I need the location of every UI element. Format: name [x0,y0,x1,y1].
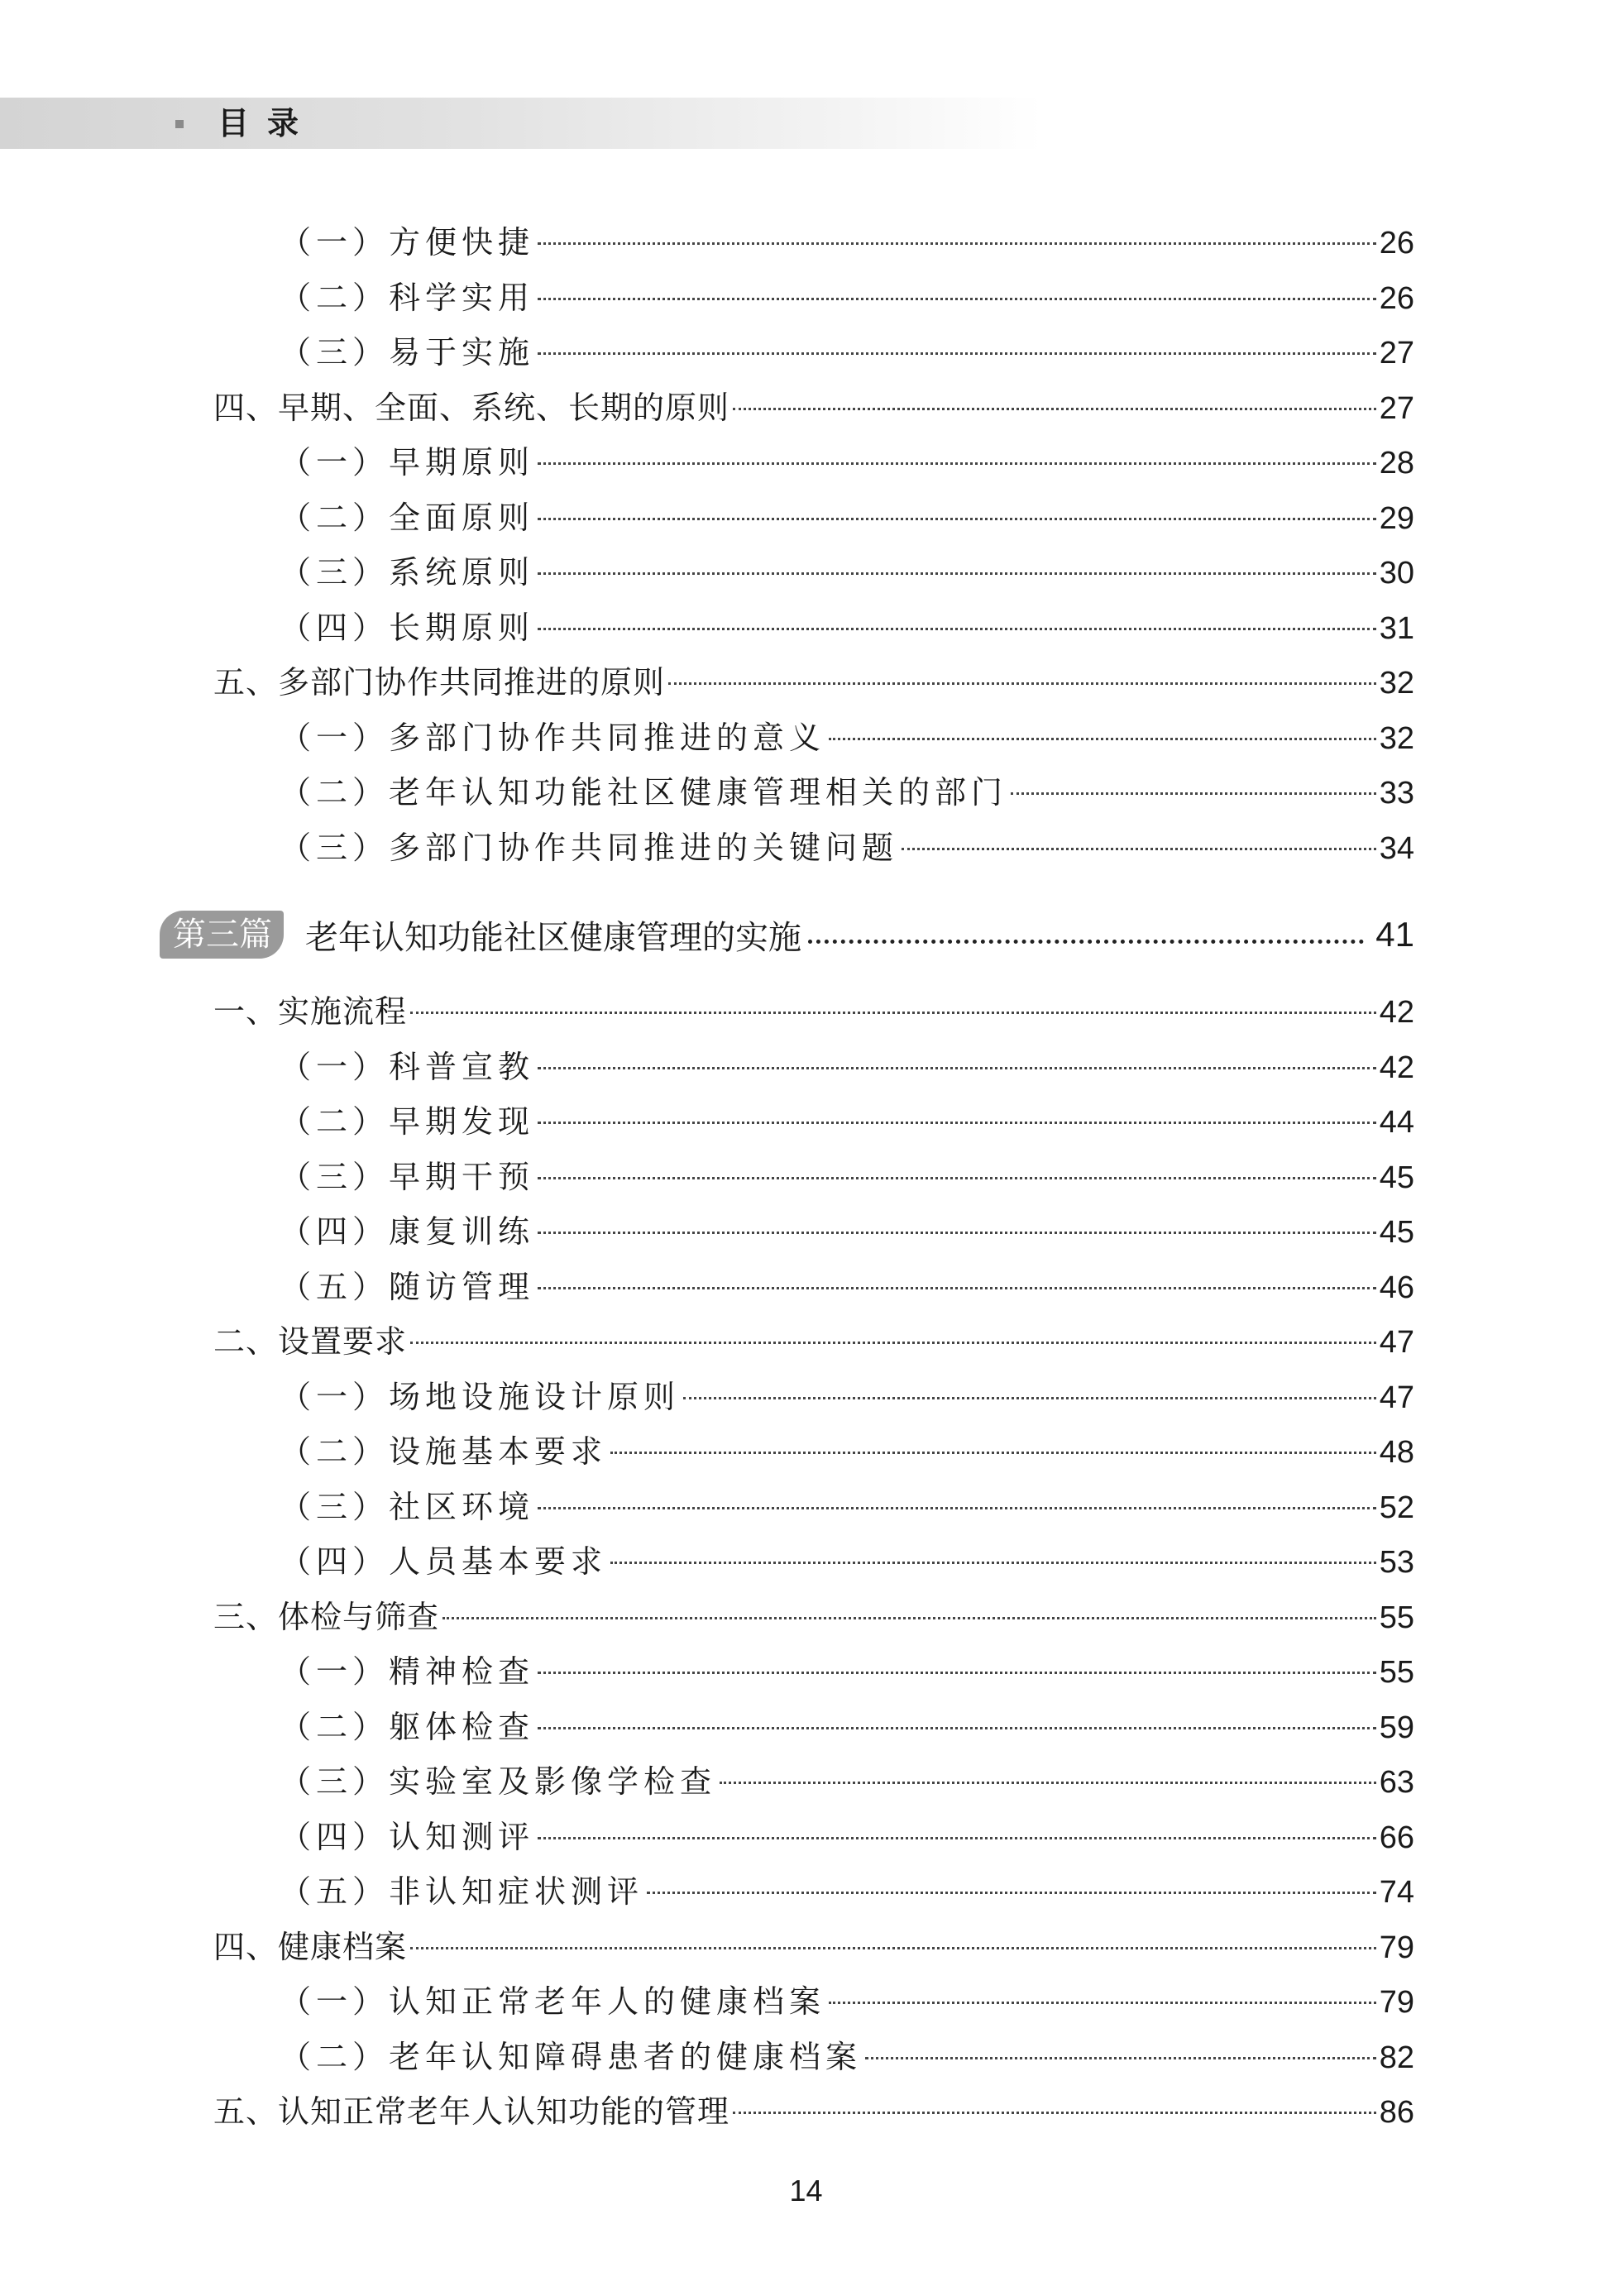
toc-entry-label: （三）多部门协作共同推进的关键问题 [280,829,899,866]
toc-subsection-entry[interactable] [280,552,1414,593]
leader-dots [410,1342,1376,1344]
toc-entry-label: （二）老年认知障碍患者的健康档案 [280,2038,863,2075]
toc-entry-page: 29 [1379,500,1414,536]
toc-entry-label: （一）早期原则 [280,444,535,481]
toc-entry-page: 79 [1379,1930,1414,1965]
toc-entry-label: （三）早期干预 [280,1158,535,1195]
page-number: 14 [789,2174,823,2208]
toc-entry-label: （一）方便快捷 [280,224,535,261]
toc-entry-label: 四、早期、全面、系统、长期的原则 [213,389,730,426]
toc-section-entry[interactable] [213,387,1414,428]
leader-dots [733,2112,1376,2114]
toc-subsection-entry[interactable] [280,827,1414,868]
toc-entry-page: 55 [1379,1655,1414,1690]
leader-dots [538,1837,1376,1839]
toc-entry-page: 66 [1379,1820,1414,1855]
toc-subsection-entry[interactable] [280,277,1414,318]
toc-entry-label: （一）认知正常老年人的健康档案 [280,1983,826,2020]
leader-dots [683,1397,1376,1399]
toc-entry-page: 44 [1379,1105,1414,1140]
toc-entry-label: 一、实施流程 [213,993,408,1030]
toc-entry-page: 46 [1379,1270,1414,1305]
toc-entry-label: 五、认知正常老年人认知功能的管理 [213,2093,730,2130]
toc-subsection-entry[interactable] [280,1871,1414,1912]
toc-entry-page: 47 [1379,1325,1414,1360]
leader-dots [538,1507,1376,1509]
leader-dots [538,628,1376,630]
part-title: 老年认知功能社区健康管理的实施 [305,918,801,957]
toc-entry-page: 47 [1379,1380,1414,1415]
toc-entry-page: 82 [1379,2040,1414,2075]
toc-entry-page: 79 [1379,1985,1414,2020]
toc-subsection-entry[interactable] [280,607,1414,648]
part-page-number: 41 [1375,915,1414,954]
toc-entry-label: （二）科学实用 [280,279,535,316]
toc-entry-page: 52 [1379,1490,1414,1525]
leader-dots [538,242,1376,245]
toc-subsection-entry[interactable] [280,1431,1414,1472]
toc-entry-label: （二）躯体检查 [280,1708,535,1745]
leader-dots [829,738,1376,740]
leader-dots [538,1177,1376,1179]
leader-dots [410,1947,1376,1949]
toc-entry-page: 42 [1379,995,1414,1030]
toc-subsection-entry[interactable] [280,497,1414,538]
toc-entry-label: （二）早期发现 [280,1103,535,1140]
toc-entry-page: 42 [1379,1050,1414,1085]
toc-entry-page: 27 [1379,336,1414,371]
leader-dots [647,1892,1376,1894]
toc-entry-label: （四）认知测评 [280,1818,535,1855]
toc-subsection-entry[interactable] [280,1211,1414,1252]
toc-subsection-entry[interactable] [280,1651,1414,1692]
toc-subsection-entry[interactable] [280,1101,1414,1142]
toc-entry-label: （一）多部门协作共同推进的意义 [280,719,826,756]
toc-section-entry[interactable] [213,1596,1414,1638]
toc-entry-label: 二、设置要求 [213,1323,408,1360]
leader-dots [720,1782,1376,1784]
toc-entry-page: 55 [1379,1600,1414,1635]
toc-entry-label: （三）系统原则 [280,554,535,591]
toc-entry-page: 53 [1379,1545,1414,1580]
toc-subsection-entry[interactable] [280,1816,1414,1858]
toc-subsection-entry[interactable] [280,1266,1414,1308]
toc-entry-label: （二）设施基本要求 [280,1433,608,1470]
leader-dots [538,572,1376,575]
toc-entry-page: 30 [1379,556,1414,591]
toc-section-entry[interactable] [213,991,1414,1032]
toc-entry-page: 28 [1379,446,1414,481]
toc-entry-label: 三、体检与筛查 [213,1598,440,1635]
toc-entry-page: 32 [1379,666,1414,701]
toc-entry-label: （一）精神检查 [280,1653,535,1690]
toc-entry-page: 63 [1379,1765,1414,1800]
toc-entry-label: 五、多部门协作共同推进的原则 [213,664,666,701]
toc-subsection-entry[interactable] [280,1981,1414,2022]
toc-entry-page: 86 [1379,2095,1414,2130]
toc-subsection-entry[interactable] [280,1706,1414,1748]
leader-dots [538,1067,1376,1069]
toc-entry-page: 31 [1379,610,1414,646]
toc-section-entry[interactable] [213,662,1414,703]
leader-dots [538,352,1376,355]
toc-entry-page: 26 [1379,226,1414,261]
toc-entry-label: （二）全面原则 [280,499,535,536]
toc-entry-page: 59 [1379,1710,1414,1745]
toc-subsection-entry[interactable] [280,1541,1414,1582]
toc-subsection-entry[interactable] [280,772,1414,813]
toc-entry-label: （一）场地设施设计原则 [280,1378,681,1415]
toc-subsection-entry[interactable] [280,1156,1414,1198]
leader-dots [610,1452,1376,1454]
toc-entry-label: （三）社区环境 [280,1488,535,1525]
toc-entry-label: （四）康复训练 [280,1213,535,1250]
toc-entry-label: （五）随访管理 [280,1268,535,1305]
toc-section-entry[interactable] [213,1926,1414,1968]
toc-entry-label: （一）科普宣教 [280,1048,535,1085]
toc-subsection-entry[interactable] [280,1486,1414,1528]
toc-entry-page: 33 [1379,776,1414,811]
toc-subsection-entry[interactable] [280,2036,1414,2078]
leader-dots [538,462,1376,465]
toc-section-entry[interactable] [213,1321,1414,1362]
leader-dots [865,2057,1376,2059]
toc-entry-page: 45 [1379,1160,1414,1195]
toc-entry-label: 四、健康档案 [213,1928,408,1965]
page-header-title: 目录 [218,105,318,141]
part-heading[interactable] [160,906,1414,964]
part-badge: 第三篇 [160,911,284,959]
leader-dots [538,1122,1376,1124]
leader-dots [538,298,1376,300]
leader-dots [668,682,1376,685]
toc-entry-label: （二）老年认知功能社区健康管理相关的部门 [280,774,1008,811]
leader-dots [902,848,1376,850]
toc-entry-page: 27 [1379,390,1414,426]
toc-subsection-entry[interactable] [280,1761,1414,1802]
toc-section-entry[interactable] [213,2091,1414,2132]
leader-dots [538,1287,1376,1289]
toc-entry-label: （四）长期原则 [280,609,535,646]
toc-subsection-entry[interactable] [280,1376,1414,1418]
toc-entry-label: （四）人员基本要求 [280,1543,608,1580]
toc-entry-label: （三）实验室及影像学检查 [280,1763,717,1800]
toc-subsection-entry[interactable] [280,222,1414,263]
toc-entry-label: （五）非认知症状测评 [280,1873,644,1910]
leader-dots [829,2002,1376,2004]
toc-subsection-entry[interactable] [280,1046,1414,1088]
toc-entry-page: 45 [1379,1215,1414,1250]
leader-dots [610,1562,1376,1564]
leader-dots [538,1232,1376,1234]
leader-dots [808,940,1364,944]
toc-entry-page: 48 [1379,1435,1414,1470]
leader-dots [442,1617,1376,1619]
leader-dots [1011,792,1376,795]
toc-subsection-entry[interactable] [280,717,1414,758]
leader-dots [538,518,1376,520]
leader-dots [538,1727,1376,1729]
leader-dots [410,1012,1376,1014]
toc-entry-page: 34 [1379,830,1414,866]
toc-entry-page: 74 [1379,1875,1414,1910]
leader-dots [733,408,1376,410]
toc-subsection-entry[interactable] [280,332,1414,373]
leader-dots [538,1672,1376,1674]
toc-entry-label: （三）易于实施 [280,334,535,371]
toc-entry-page: 32 [1379,720,1414,756]
toc-subsection-entry[interactable] [280,442,1414,483]
toc-entry-page: 26 [1379,280,1414,316]
